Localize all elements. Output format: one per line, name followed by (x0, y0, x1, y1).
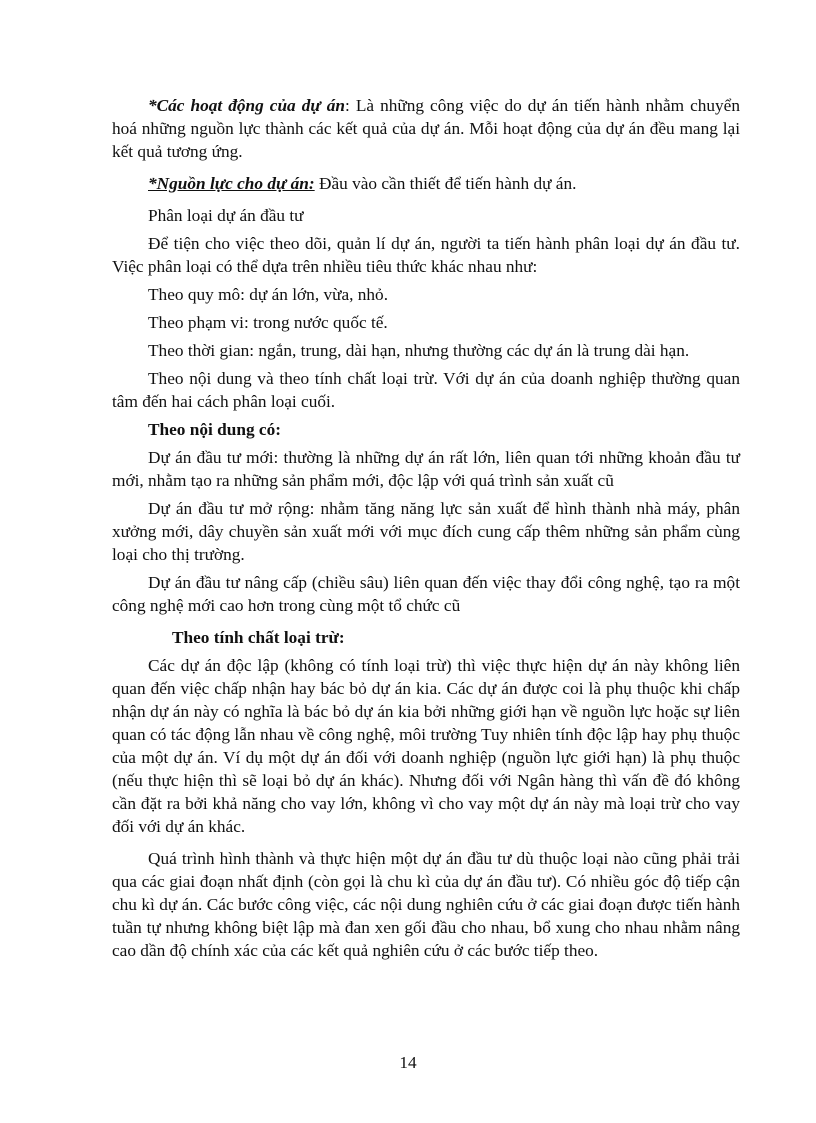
page-number: 14 (399, 1053, 417, 1072)
resources-lead: *Nguồn lực cho dự án: (148, 174, 315, 193)
paragraph-project-lifecycle: Quá trình hình thành và thực hiện một dự án đầu tư dù thuộc loại nào cũng phải trải qua các giai đoạn nhất định (còn gọi là chu kì của dự án đầu tư). Có nhiều góc độ tiếp cận chu kì dự án. Các bước công việc, các nội dung nghiên cứu ở các giai đoạn được tiến hành tuần tự nhưng không biệt lập mà đan xen gối đầu cho nhau, bổ xung cho nhau nhằm nâng cao dần độ chính xác của các kết quả nghiên cứu ở các bước tiếp theo. (112, 849, 740, 960)
heading-by-content: Theo nội dung có: (148, 420, 282, 439)
paragraph-upgrade-investment: Dự án đầu tư nâng cấp (chiều sâu) liên quan đến việc thay đổi công nghệ, tạo ra một công nghệ mới cao hơn trong cùng một tổ chức cũ (112, 573, 740, 615)
resources-text: Đầu vào cần thiết để tiến hành dự án. (314, 174, 577, 193)
page-body (112, 94, 740, 962)
paragraph-by-time: Theo thời gian: ngắn, trung, dài hạn, nhưng thường các dự án là trung dài hạn. (148, 341, 690, 360)
paragraph-by-content-exclusion: Theo nội dung và theo tính chất loại trừ. Với dự án của doanh nghiệp thường quan tâm đến hai cách phân loại cuối. (112, 369, 740, 411)
paragraph-activities (112, 94, 740, 163)
paragraph-by-scope: Theo phạm vi: trong nước quốc tế. (148, 313, 388, 332)
activities-text: : Là những công việc do dự án tiến hành nhằm chuyển hoá những nguồn lực thành các kết quả của dự án. Mỗi hoạt động của dự án đều mang lại kết quả tương ứng. (112, 96, 740, 161)
heading-by-exclusion: Theo tính chất loại trừ: (172, 628, 345, 647)
paragraph-classification-title: Phân loại dự án đầu tư (148, 206, 304, 225)
paragraph-by-scale: Theo quy mô: dự án lớn, vừa, nhỏ. (148, 285, 389, 304)
paragraph-independent-projects: Các dự án độc lập (không có tính loại trừ) thì việc thực hiện dự án này không liên quan đến việc chấp nhận hay bác bỏ dự án kia. Các dự án được coi là phụ thuộc khi chấp nhận dự án này có nghĩa là bác bỏ dự án kia bởi những giới hạn về nguồn lực hoặc sự liên quan có tác động lẫn nhau về công nghệ, môi trường Tuy nhiên tính độc lập hay phụ thuộc của một dự án. Ví dụ một dự án đối với doanh nghiệp (nguồn lực giới hạn) là phụ thuộc (nếu thực hiện thì sẽ loại bỏ dự án khác). Nhưng đối với Ngân hàng thì vấn đề đó không cần đặt ra bởi khả năng cho vay lớn, không vì cho vay một dự án này mà loại trừ cho vay đối với dự án khác. (112, 656, 740, 836)
paragraph-classification-intro: Để tiện cho việc theo dõi, quản lí dự án, người ta tiến hành phân loại dự án đầu tư. Việc phân loại có thể dựa trên nhiều tiêu thức khác nhau như: (112, 234, 740, 276)
paragraph-expansion-investment: Dự án đầu tư mở rộng: nhằm tăng năng lực sản xuất để hình thành nhà máy, phân xưởng mới, dây chuyền sản xuất mới với mục đích cung cấp thêm những sản phẩm cùng loại cho thị trường. (112, 499, 740, 564)
activities-lead: *Các hoạt động của dự án (148, 96, 345, 115)
paragraph-new-investment: Dự án đầu tư mới: thường là những dự án rất lớn, liên quan tới những khoản đầu tư mới, nhằm tạo ra những sản phẩm mới, độc lập với quá trình sản xuất cũ (112, 448, 740, 490)
paragraph-resources (112, 172, 740, 195)
